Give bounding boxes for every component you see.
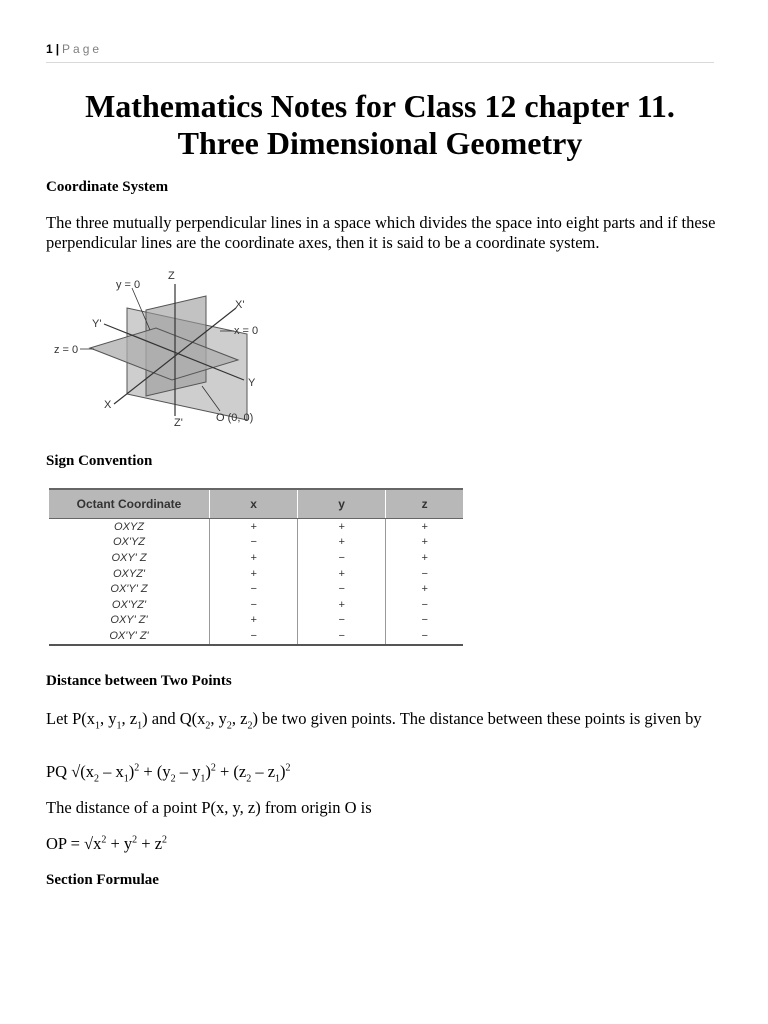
octant-cell: OXY' Z [111,551,147,564]
distance-formula: PQ $√(x_2 - x_1)^2 + (y_2 - y_1)^2 + (z_2 - z_1)^2$ [46,762,291,785]
octant-cell: OX'YZ' [111,598,147,611]
sign-cell: + [386,535,463,551]
sign-cell: + [386,581,463,597]
column-header: x [210,489,298,519]
column-header: z [386,489,463,519]
sign-cell: + [386,519,463,535]
octant-cell: OXYZ [114,520,144,533]
sign-cell: + [298,519,386,535]
column-header: Octant Coordinate [49,489,210,519]
sign-cell: − [386,613,463,629]
octant-cell: OXYZ' [112,567,146,580]
table-row [49,597,463,613]
sign-cell: − [210,597,298,613]
sign-cell: − [298,550,386,566]
page-header [46,42,714,63]
origin-distance-text: The distance of a point P(x, y, z) from origin O is [46,798,372,817]
sign-cell: − [210,628,298,645]
table-row [49,535,463,551]
label-y: Y [248,377,256,389]
sign-cell: + [298,597,386,613]
distance-intro: Let $P(x_1$, $y_1$, $z_1$) and $Q(x_2$, $y_2$, $z_2$) be two given points. The distance between these points is given by [46,709,702,732]
page-number: 1 [46,42,53,56]
label-yprime: Y' [92,318,102,330]
sign-cell: + [386,550,463,566]
sign-cell: + [210,566,298,582]
octant-cell: OX'Y' Z [110,583,148,596]
table-row [49,550,463,566]
label-x0: x = 0 [234,325,259,337]
sign-cell: − [386,597,463,613]
table-row [49,519,463,535]
title-line-1: Mathematics Notes for Class 12 chapter 11. [85,88,675,124]
sign-cell: − [386,628,463,645]
title-line-2: Three Dimensional Geometry [177,125,583,161]
label-z0: z = 0 [54,344,79,356]
column-header: y [298,489,386,519]
label-x: X [104,399,112,411]
table-row [49,581,463,597]
page-separator: | [55,42,60,56]
sign-convention-table [49,488,463,646]
sign-cell: − [386,566,463,582]
sign-cell: + [298,535,386,551]
page-title [30,88,730,162]
op-formula: OP = $√x^2 + y^2 + z^2$ [46,834,168,853]
sign-cell: − [298,613,386,629]
label-y0: y = 0 [116,279,141,291]
coordinate-system-text: The three mutually perpendicular lines in a space which divides the space into eight parts and if these perpendicular lines are the coordinate axes, then it is said to be a coordinate system. [46,213,716,252]
label-xprime: X' [235,299,245,311]
sign-cell: + [298,566,386,582]
heading-sign-convention: Sign Convention [46,453,153,469]
sign-cell: − [210,535,298,551]
table-row [49,613,463,629]
heading-coordinate-system: Coordinate System [46,179,169,195]
sign-cell: + [210,519,298,535]
sign-cell: + [210,550,298,566]
sign-cell: − [298,628,386,645]
sign-cell: + [210,613,298,629]
label-z: Z [168,270,175,282]
label-origin: O (0, 0) [216,412,254,424]
sign-cell: − [210,581,298,597]
table-row [49,628,463,645]
coordinate-axes-figure [52,268,272,438]
table-row [49,566,463,582]
table-header-row [49,489,463,519]
page-word: Page [62,42,103,56]
heading-distance: Distance between Two Points [46,673,232,689]
heading-section-formulae: Section Formulae [46,872,159,888]
octant-cell: OXY' Z' [110,614,148,627]
sign-cell: − [298,581,386,597]
octant-cell: OX'Y' Z' [49,628,210,645]
octant-cell: OX'YZ [112,536,146,549]
label-zprime: Z' [174,417,183,429]
